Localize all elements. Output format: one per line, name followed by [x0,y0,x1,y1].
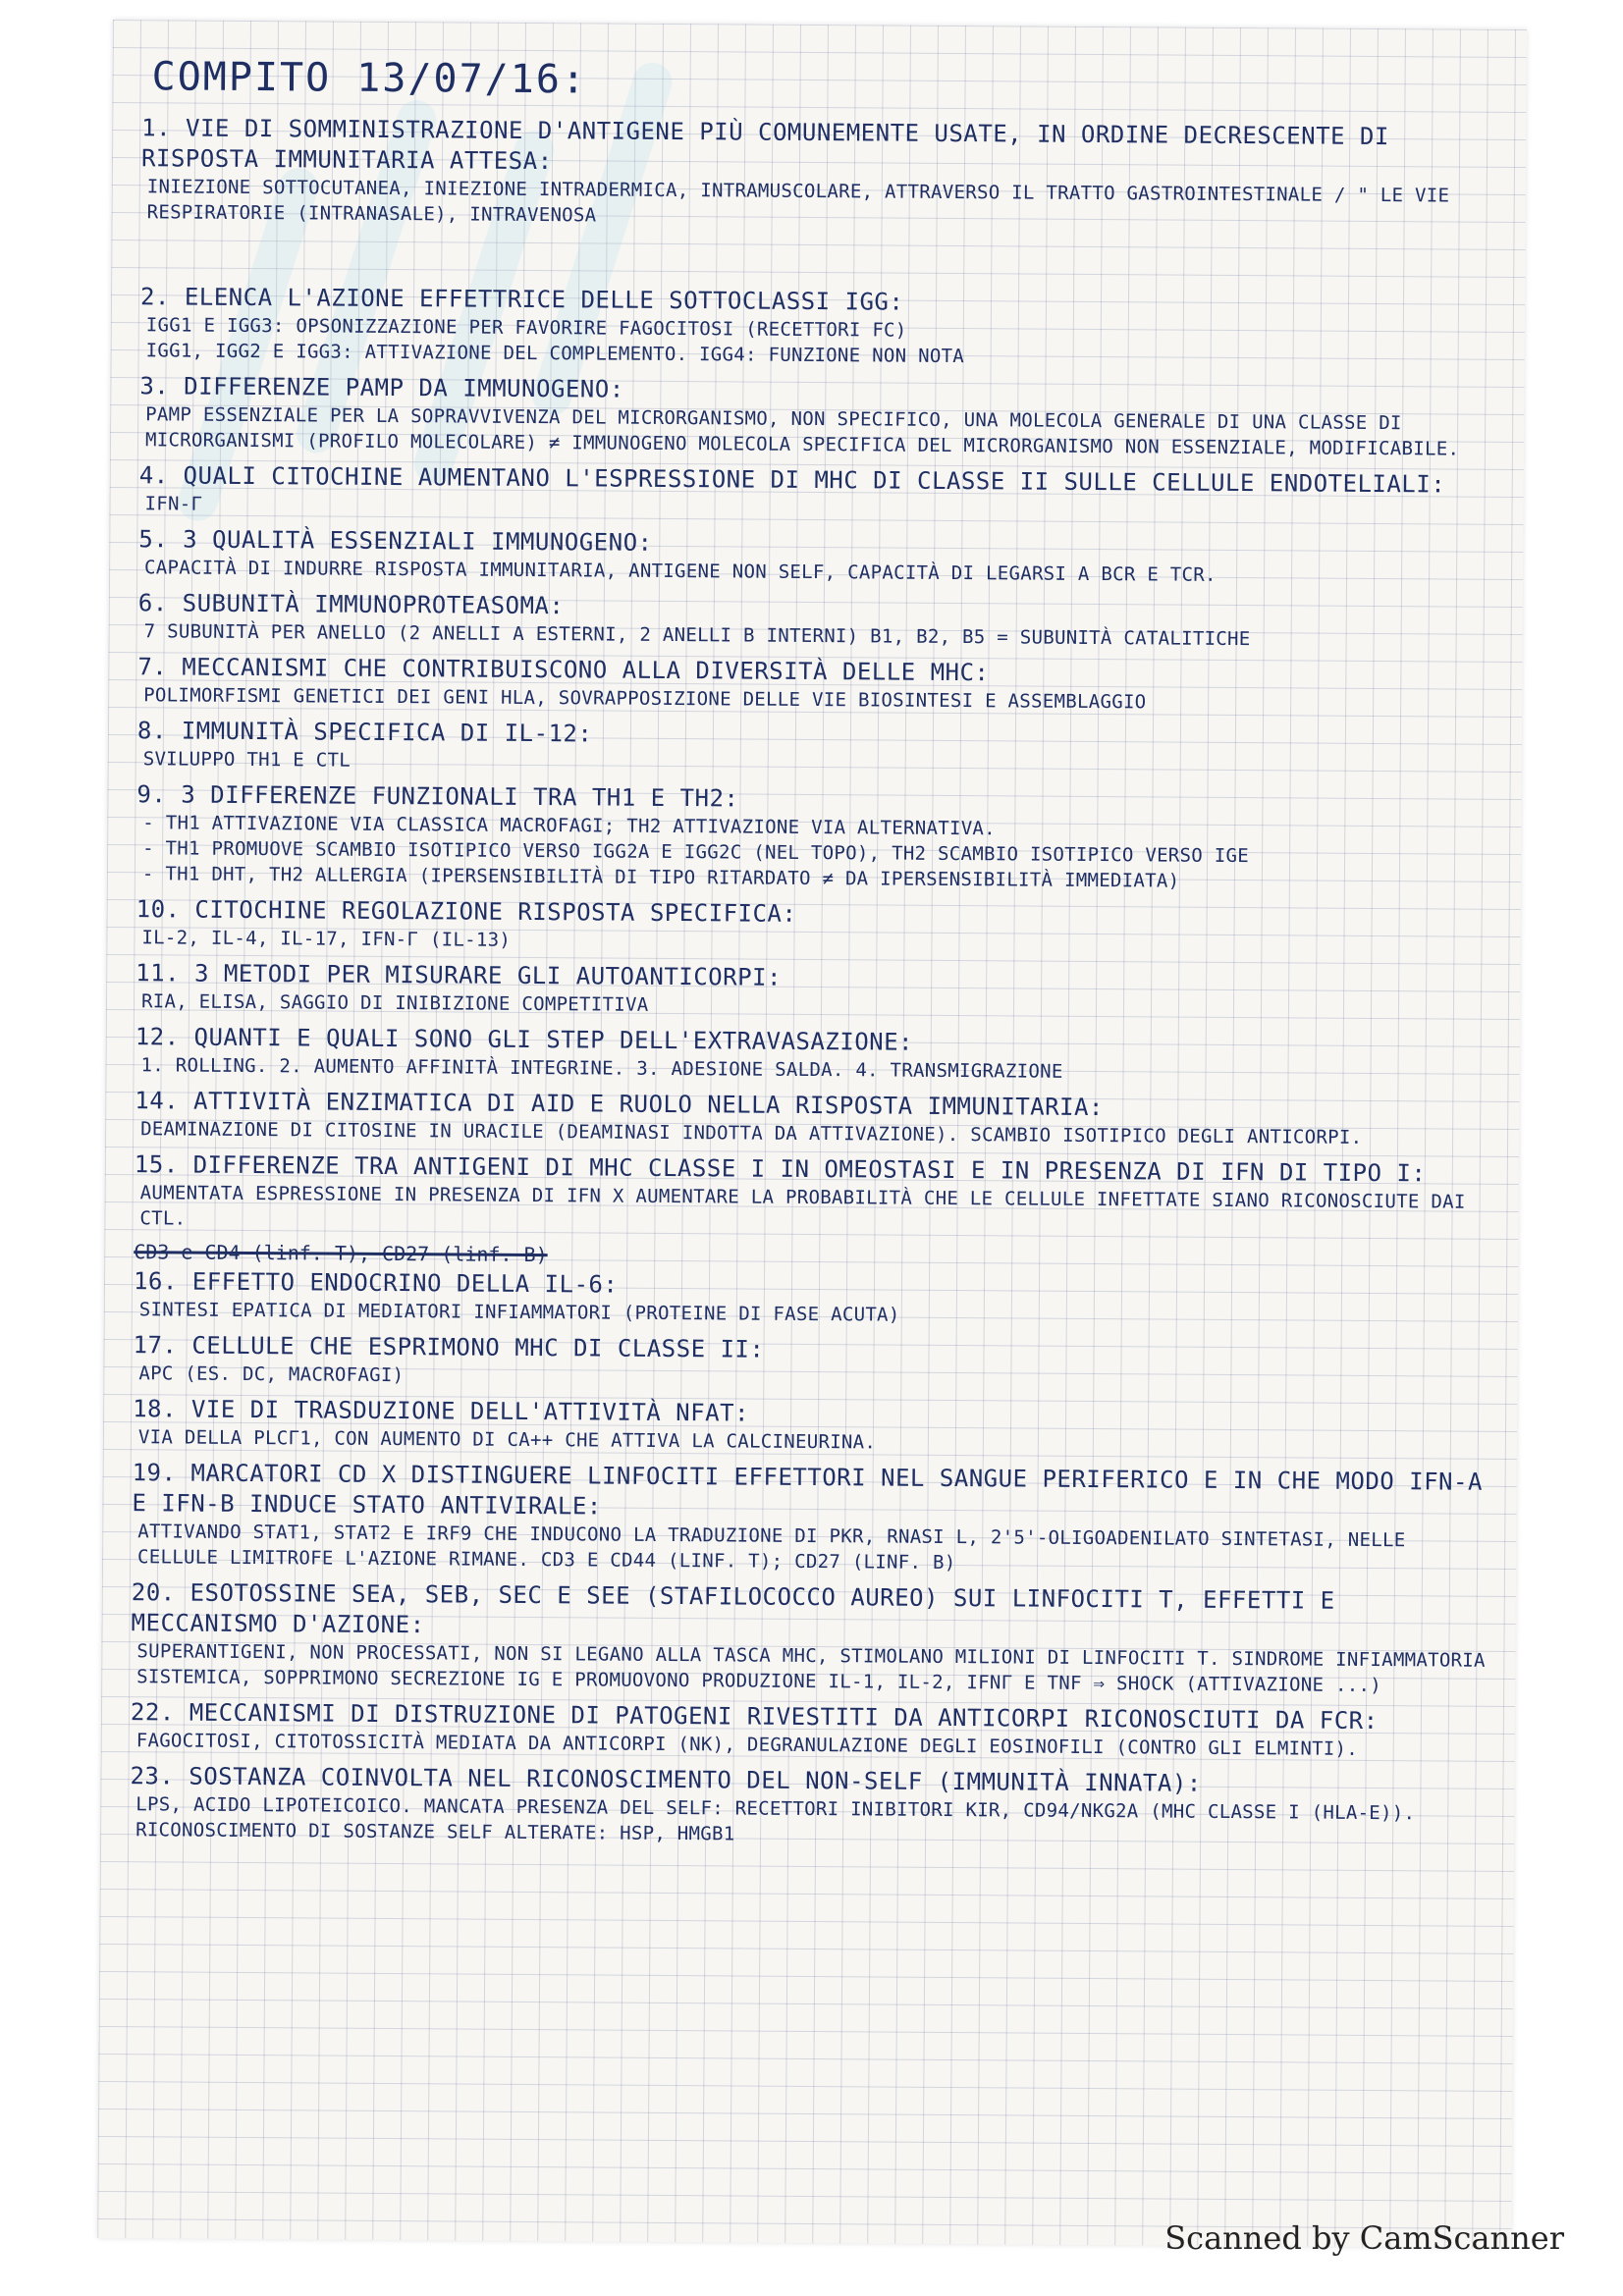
scanner-watermark: Scanned by CamScanner [1164,2219,1564,2257]
question-block [140,282,1506,373]
question-text: 22. MECCANISMI DI DISTRUZIONE DI PATOGENI RIVESTITI DA ANTICORPI RICONOSCIUTI DA FCR: [130,1698,1379,1735]
answer-text: RIA, ELISA, SAGGIO DI INIBIZIONE COMPETITIVA [140,990,649,1016]
answer-text: IGG1 E IGG3: OPSONIZZAZIONE PER FAVORIRE FAGOCITOSI (RECETTORI FC) IGG1, IGG2 E IGG3: ATTIVAZIONE DEL COMPLEMENTO. IGG4: FUNZIONE NON NOTA [145,314,965,368]
answer-text: DEAMINAZIONE DI CITOSINE IN URACILE (DEAMINASI INDOTTA DA ATTIVAZIONE). SCAMBIO ISOTIPICO DEGLI ANTICORPI. [140,1118,1363,1148]
notebook-page [97,20,1527,2248]
question-text: 9. 3 DIFFERENZE FUNZIONALI TRA TH1 E TH2: [136,780,739,813]
question-text: 12. QUANTI E QUALI SONO GLI STEP DELL'EXTRAVASAZIONE: [135,1023,914,1056]
question-text: 14. ATTIVITÀ ENZIMATICA DI AID E RUOLO NELLA RISPOSTA IMMUNITARIA: [135,1087,1105,1122]
question-text: 17. CELLULE CHE ESPRIMONO MHC DI CLASSE II: [133,1331,765,1363]
answer-text: INIEZIONE SOTTOCUTANEA, INIEZIONE INTRADERMICA, INTRAMUSCOLARE, ATTRAVERSO IL TRATTO GASTROINTESTINALE / " LE VIE RESPIRATORIE (INTRANASALE), INTRAVENOSA [146,176,1462,227]
answer-text: SINTESI EPATICA DI MEDIATORI INFIAMMATORI (PROTEINE DI FASE ACUTA) [138,1299,900,1326]
question-block [136,779,1502,896]
question-block [135,958,1500,1024]
question-text: 16. EFFETTO ENDOCRINO DELLA IL-6: [133,1267,619,1299]
question-text: 4. QUALI CITOCHINE AUMENTANO L'ESPRESSIONE DI MHC DI CLASSE II SULLE CELLULE ENDOTELIALI: [138,461,1446,499]
answer-text: CAPACITÀ DI INDURRE RISPOSTA IMMUNITARIA, ANTIGENE NON SELF, CAPACITÀ DI LEGARSI A BCR E TCR. [144,557,1217,586]
question-block [141,113,1507,235]
page-title: COMPITO 13/07/16: [151,54,588,103]
answer-text: 7 SUBUNITÀ PER ANELLO (2 ANELLI Α ESTERNI, 2 ANELLI Β INTERNI) Β1, Β2, Β5 = SUBUNITÀ CATALITICHE [143,620,1251,651]
question-block [130,1761,1495,1852]
question-block [139,371,1505,462]
answer-text: ATTIVANDO STAT1, STAT2 E IRF9 CHE INDUCONO LA TRADUZIONE DI PKR, RNASI L, 2'5'-OLIGOADENILATO SINTETASI, NELLE CELLULE LIMITROFE L'AZIONE RIMANE. CD3 E CD44 (LINF. T); CD27 (LINF. B) [136,1521,1418,1575]
answer-text: SUPERANTIGENI, NON PROCESSATI, NON SI LEGANO ALLA TASCA MHC, STIMOLANO MILIONI DI LINFOCITI T. SINDROME INFIAMMATORIA SISTEMICA, SOPPRIMONO SECREZIONE IG E PROMUOVONO PRODUZIONE IL-1, IL-2, IFNΓ E TNF ⇒ SHOCK (ATTIVAZIONE ...) [136,1640,1497,1697]
question-text: 3. DIFFERENZE PAMP DA IMMUNOGENO: [139,372,624,403]
answer-text: POLIMORFISMI GENETICI DEI GENI HLA, SOVRAPPOSIZIONE DELLE VIE BIOSINTESI E ASSEMBLAGGIO [143,684,1147,714]
question-text: 11. 3 METODI PER MISURARE GLI AUTOANTICORPI: [135,959,783,991]
question-text: 5. 3 QUALITÀ ESSENZIALI IMMUNOGENO: [138,525,653,557]
answer-text: APC (ES. DC, MACROFAGI) [138,1362,405,1387]
question-block [135,1086,1499,1151]
question-text: 2. ELENCA L'AZIONE EFFETTRICE DELLE SOTTOCLASSI IGG: [139,283,904,316]
answer-text: FAGOCITOSI, CITOTOSSICITÀ MEDIATA DA ANTICORPI (NK), DEGRANULAZIONE DEGLI EOSINOFILI (CONTRO GLI ELMINTI). [135,1730,1359,1760]
answer-text: PAMP ESSENZIALE PER LA SOPRAVVIVENZA DEL MICRORGANISMO, NON SPECIFICO, UNA MOLECOLA GENERALE DI UNA CLASSE DI MICRORGANISMI (PROFILO MOLECOLARE) ≠ IMMUNOGENO MOLECOLA SPECIFICA DEL MICRORGANISMO NON ESSENZIALE, MODIFICABILE. [144,403,1460,460]
answer-text: LPS, ACIDO LIPOTEICOICO. MANCATA PRESENZA DEL SELF: RECETTORI INIBITORI KIR, CD94/NKG2A (MHC CLASSE I (HLA-E)). RICONOSCIMENTO DI SOSTANZE SELF ALTERATE: HSP, HMGB1 [135,1793,1428,1845]
question-block [135,1022,1499,1088]
question-block [133,1330,1497,1396]
question-text: 7. MECCANISMI CHE CONTRIBUISCONO ALLA DIVERSITÀ DELLE MHC: [137,653,990,687]
answer-text: - TH1 ATTIVAZIONE VIA CLASSICA MACROFAGI; TH2 ATTIVAZIONE VIA ALTERNATIVA. - TH1 PROMUOVE SCAMBIO ISOTIPICO VERSO IGG2A E IGG2C (NEL TOPO), TH2 SCAMBIO ISOTIPICO VERSO IGE - TH1 DHT, TH2 ALLERGIA (IPERSENSIBILITÀ DI TIPO RITARDATO ≠ DA IPERSENSIBILITÀ IMMEDIATA) [141,812,1250,892]
question-text: 15. DIFFERENZE TRA ANTIGENI DI MHC CLASSE I IN OMEOSTASI E IN PRESENZA DI IFN DI TIPO I: [134,1150,1427,1188]
question-block [137,716,1502,781]
question-text: 23. SOSTANZA COINVOLTA NEL RICONOSCIMENTO DEL NON-SELF (IMMUNITÀ INNATA): [130,1762,1202,1797]
question-block [131,1577,1496,1699]
question-block [134,1149,1499,1241]
question-block [132,1458,1497,1579]
question-block [138,524,1503,590]
answer-text: SVILUPPO TH1 E CTL [142,748,352,772]
question-text: 10. CITOCHINE REGOLAZIONE RISPOSTA SPECIFICA: [135,895,797,928]
question-block [138,588,1503,654]
answer-text: AUMENTATA ESPRESSIONE IN PRESENZA DI IFN X AUMENTARE LA PROBABILITÀ CHE LE CELLULE INFETTATE SIANO RICONOSCIUTE DAI CTL. [139,1182,1478,1230]
question-block [137,652,1502,718]
answer-text: 1. ROLLING. 2. AUMENTO AFFINITÀ INTEGRINE. 3. ADESIONE SALDA. 4. TRANSMIGRAZIONE [140,1054,1063,1083]
question-text: 6. SUBUNITÀ IMMUNOPROTEASOMA: [137,589,565,620]
notes-list [130,113,1506,1860]
answer-text: IFN-Γ [144,493,203,515]
question-block [131,1697,1495,1763]
question-block [133,1394,1497,1460]
question-text: 8. IMMUNITÀ SPECIFICA DI IL-12: [136,717,593,748]
question-text: 19. MARCATORI CD X DISTINGUERE LINFOCITI EFFETTORI NEL SANGUE PERIFERICO E IN CHE MODO IFN-Α E IFN-Β INDUCE STATO ANTIVIRALE: [132,1459,1498,1521]
question-block [135,894,1500,960]
question-block [134,1239,1499,1332]
question-text: 1. VIE DI SOMMINISTRAZIONE D'ANTIGENE PIÙ COMUNEMENTE USATE, IN ORDINE DECRESCENTE DI RISPOSTA IMMUNITARIA ATTESA: [140,114,1404,176]
answer-text: VIA DELLA PLCΓ1, CON AUMENTO DI CA++ CHE ATTIVA LA CALCINEURINA. [137,1426,877,1454]
question-text: 20. ESOTOSSINE SEA, SEB, SEC E SEE (STAFILOCOCCO AUREO) SUI LINFOCITI T, EFFETTI E MECCANISMO D'AZIONE: [131,1578,1350,1639]
question-block [138,460,1503,526]
crossed-out-text: CD3 e CD4 (linf. T), CD27 (linf. B) [134,1240,548,1267]
question-text: 18. VIE DI TRASDUZIONE DELL'ATTIVITÀ NFAT: [133,1395,750,1427]
answer-text: IL-2, IL-4, IL-17, IFN-Γ (IL-13) [141,927,512,951]
